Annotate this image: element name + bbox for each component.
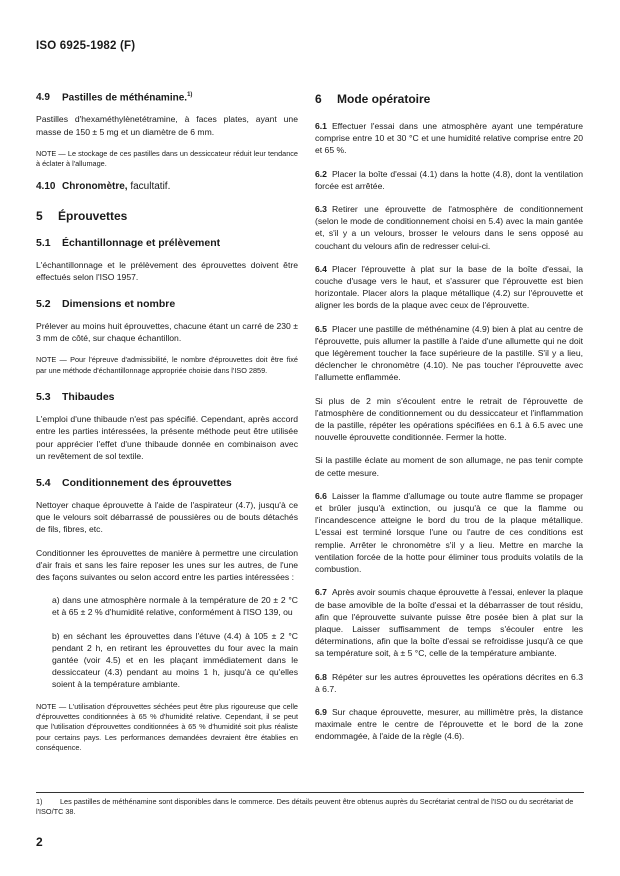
clause-6-3 [315,203,583,252]
right-column [315,92,583,754]
clause-number: 5.2 [36,297,51,310]
footnote-ref: 1) [187,92,193,98]
clause-text: Sur chaque éprouvette, mesurer, au millimètre près, la distance maximale entre le centre de l'éprouvette et le bord de la zone endommagée, à l'aide de la règle (4.6). [315,706,583,742]
clause-number: 6.3 [315,204,327,215]
section-6-heading [315,92,583,106]
list-item: a) dans une atmosphère normale à la température de 20 ± 2 °C et à 65 ± 2 % d'humidité relative, conformément à l'ISO 139, ou [52,595,298,618]
clause-6-7 [315,586,583,659]
clause-text: Placer une pastille de méthénamine (4.9) bien à plat au centre de l'éprouvette, puis allumer la pastille à l'aide d'une allumette qui ne doit que légèrement toucher la face supérieure de la pastille. S'il y a lieu, déclencher le chronomètre (4.10). Ne pas toucher l'éprouvette avec l'allumette enflammée. [315,323,583,383]
paragraph: L'emploi d'une thibaude n'est pas spécifié. Cependant, après accord entre les parties intéressées, la présente méthode peut être utilisée pour apprécier l'effet d'une thibaude donnée en combinaison avec un revêtement de sol textile. [36,414,298,461]
list-item: b) en séchant les éprouvettes dans l'étuve (4.4) à 105 ± 2 °C pendant 2 h, en retirant les éprouvettes du four avec la main gantée (voir 4.5) et en les plaçant immédiatement dans le dessiccateur (4.3) pendant au moins 1 h, jusqu'à ce qu'elles soient à la température ambiante. [52,630,298,690]
section-number: 5 [36,208,43,223]
clause-number: 6.9 [315,706,327,717]
document-header: ISO 6925-1982 (F) [36,40,136,52]
paragraph: Si plus de 2 min s'écoulent entre le retrait de l'éprouvette de l'atmosphère de conditionnement ou du dessiccateur et l'inflammation de la pastille, répéter les opérations spécifiées en 6.1 à 6.5 avec une nouvelle éprouvette conditionnée. Fermer la hotte. [315,395,583,443]
clause-6-9 [315,706,583,743]
clause-text: Retirer une éprouvette de l'atmosphère de conditionnement (selon le mode de conditionnement choisi en 5.4) avec la main gantée et, s'il y a un velours, brosser le velours dans le sens opposé au couchant du velours afin de redresser celui-ci. [315,204,583,251]
clause-text: Laisser la flamme d'allumage ou toute autre flamme se propager et brûler jusqu'à extinction, ou jusqu'à ce que la flamme ou l'incandescence atteigne le bord du trou de la plaque métallique. L'essai est terminé lorsque l'une ou l'autre de ces conditions est remplie. Arrêter le chronomètre s'il y a lieu. Mettre en marche la ventilation forcée de la hotte pour éliminer tous produits volatils de la combustion. [315,490,583,575]
clause-6-8 [315,671,583,695]
clause-text: Placer la boîte d'essai (4.1) dans la hotte (4.8), dont la ventilation forcée est arrêtée. [315,168,583,191]
clause-number: 4.9 [36,92,50,104]
clause-number: 6.6 [315,490,327,501]
clause-text: Placer l'éprouvette à plat sur la base de la boîte d'essai, la couche d'usage vers le haut, et s'assurer que l'éprouvette est bien horizontale. Placer alors la plaque métallique (4.2) sur l'éprouvette et aligner les bords de la plaque avec ceux de l'éprouvette. [315,263,583,311]
paragraph: Pastilles d'hexaméthylènetétramine, à faces plates, ayant une masse de 150 ± 5 mg et un diamètre de 6 mm. [36,114,298,137]
paragraph: Prélever au moins huit éprouvettes, chacune étant un carré de 230 ± 3 mm de côté, sur chaque échantillon. [36,320,298,344]
page-number: 2 [36,835,43,849]
clause-number: 5.1 [36,236,51,249]
clause-6-4 [315,263,583,312]
clause-number: 6.1 [315,121,327,131]
clause-text: Après avoir soumis chaque éprouvette à l'essai, enlever la plaque de base amovible de la boîte d'essai et la débarrasser de tout résidu, afin que l'éprouvette suivante puisse être posée bien à plat sur la plaque. Laisser suffisamment de temps s'écouler entre les déterminations, afin que la boîte d'essai se refroidisse jusqu'à ce que sa température soit, à ± 5 °C, celle de la température ambiante. [315,587,583,659]
clause-6-6 [315,490,583,575]
clause-4-10-heading [36,181,298,192]
clause-number: 5.3 [36,391,51,404]
clause-6-5 [315,323,583,384]
clause-text: facultatif. [127,180,171,192]
clause-number: 6.2 [315,168,327,179]
clause-number: 5.4 [36,476,51,489]
clause-title: Chronomètre, [62,180,128,192]
paragraph: Si la pastille éclate au moment de son allumage, ne pas tenir compte de cette mesure. [315,455,583,478]
section-title: Éprouvettes [58,208,128,223]
clause-6-1 [315,120,583,157]
clause-number: 6.8 [315,671,327,682]
footnote-text: Les pastilles de méthénamine sont disponibles dans le commerce. Des détails peuvent être obtenus auprès du Secrétariat central de l'ISO ou du secrétariat de l'ISO/TC 38. [36,797,574,817]
note: NOTE — Pour l'épreuve d'admissibilité, le nombre d'éprouvettes doit être fixé par une méthode d'échantillonnage appropriée choisie dans l'ISO 2859. [36,355,298,375]
section-title: Mode opératoire [337,92,431,106]
clause-text: Répéter sur les autres éprouvettes les opérations décrites en 6.3 à 6.7. [315,671,583,694]
clause-5-4-heading [36,477,298,489]
footnote [36,797,584,818]
clause-5-1-heading [36,237,298,249]
paragraph: L'échantillonnage et le prélèvement des éprouvettes doivent être effectués selon l'ISO 1957. [36,259,298,282]
clause-4-9-heading [36,92,298,103]
clause-number: 6.5 [315,323,327,334]
paragraph: Nettoyer chaque éprouvette à l'aide de l'aspirateur (4.7), jusqu'à ce que le velours soit débarrassé de poussières ou de bouts détachés de fils, fibres, etc. [36,499,298,535]
note: NOTE — Le stockage de ces pastilles dans un dessiccateur réduit leur tendance à éclater à l'allumage. [36,148,298,169]
section-number: 6 [315,92,322,106]
footnote-divider [36,792,584,793]
clause-title: Dimensions et nombre [62,297,176,310]
clause-title: Pastilles de méthénamine. [62,92,188,104]
footnote-mark: 1) [36,797,43,806]
clause-number: 6.7 [315,587,327,598]
left-column [36,92,298,765]
clause-number: 6.4 [315,263,327,274]
clause-text: Effectuer l'essai dans une atmosphère ayant une température comprise entre 10 et 30 °C et une humidité relative comprise entre 20 et 65 %. [315,121,583,156]
clause-number: 4.10 [36,180,56,192]
section-5-heading [36,209,298,223]
clause-5-3-heading [36,391,298,403]
clause-title: Échantillonnage et prélèvement [62,236,221,249]
note: NOTE — L'utilisation d'éprouvettes séchées peut être plus rigoureuse que celle d'éprouvettes conditionnées à 65 % d'humidité relative. Cependant, il se peut que l'utilisation d'éprouvettes conditionnées à 65 % d'humidité soit plus réaliste pour certains pays. Les performances demandées devraient être établies en conséquence. [36,701,298,753]
clause-title: Conditionnement des éprouvettes [62,476,232,489]
clause-title: Thibaudes [62,391,115,404]
clause-6-2 [315,168,583,192]
clause-5-2-heading [36,298,298,310]
paragraph: Conditionner les éprouvettes de manière à permettre une circulation d'air frais et sans les faire reposer les unes sur les autres, de l'une des façons suivantes ou selon accord entre les parties intéressées : [36,547,298,582]
